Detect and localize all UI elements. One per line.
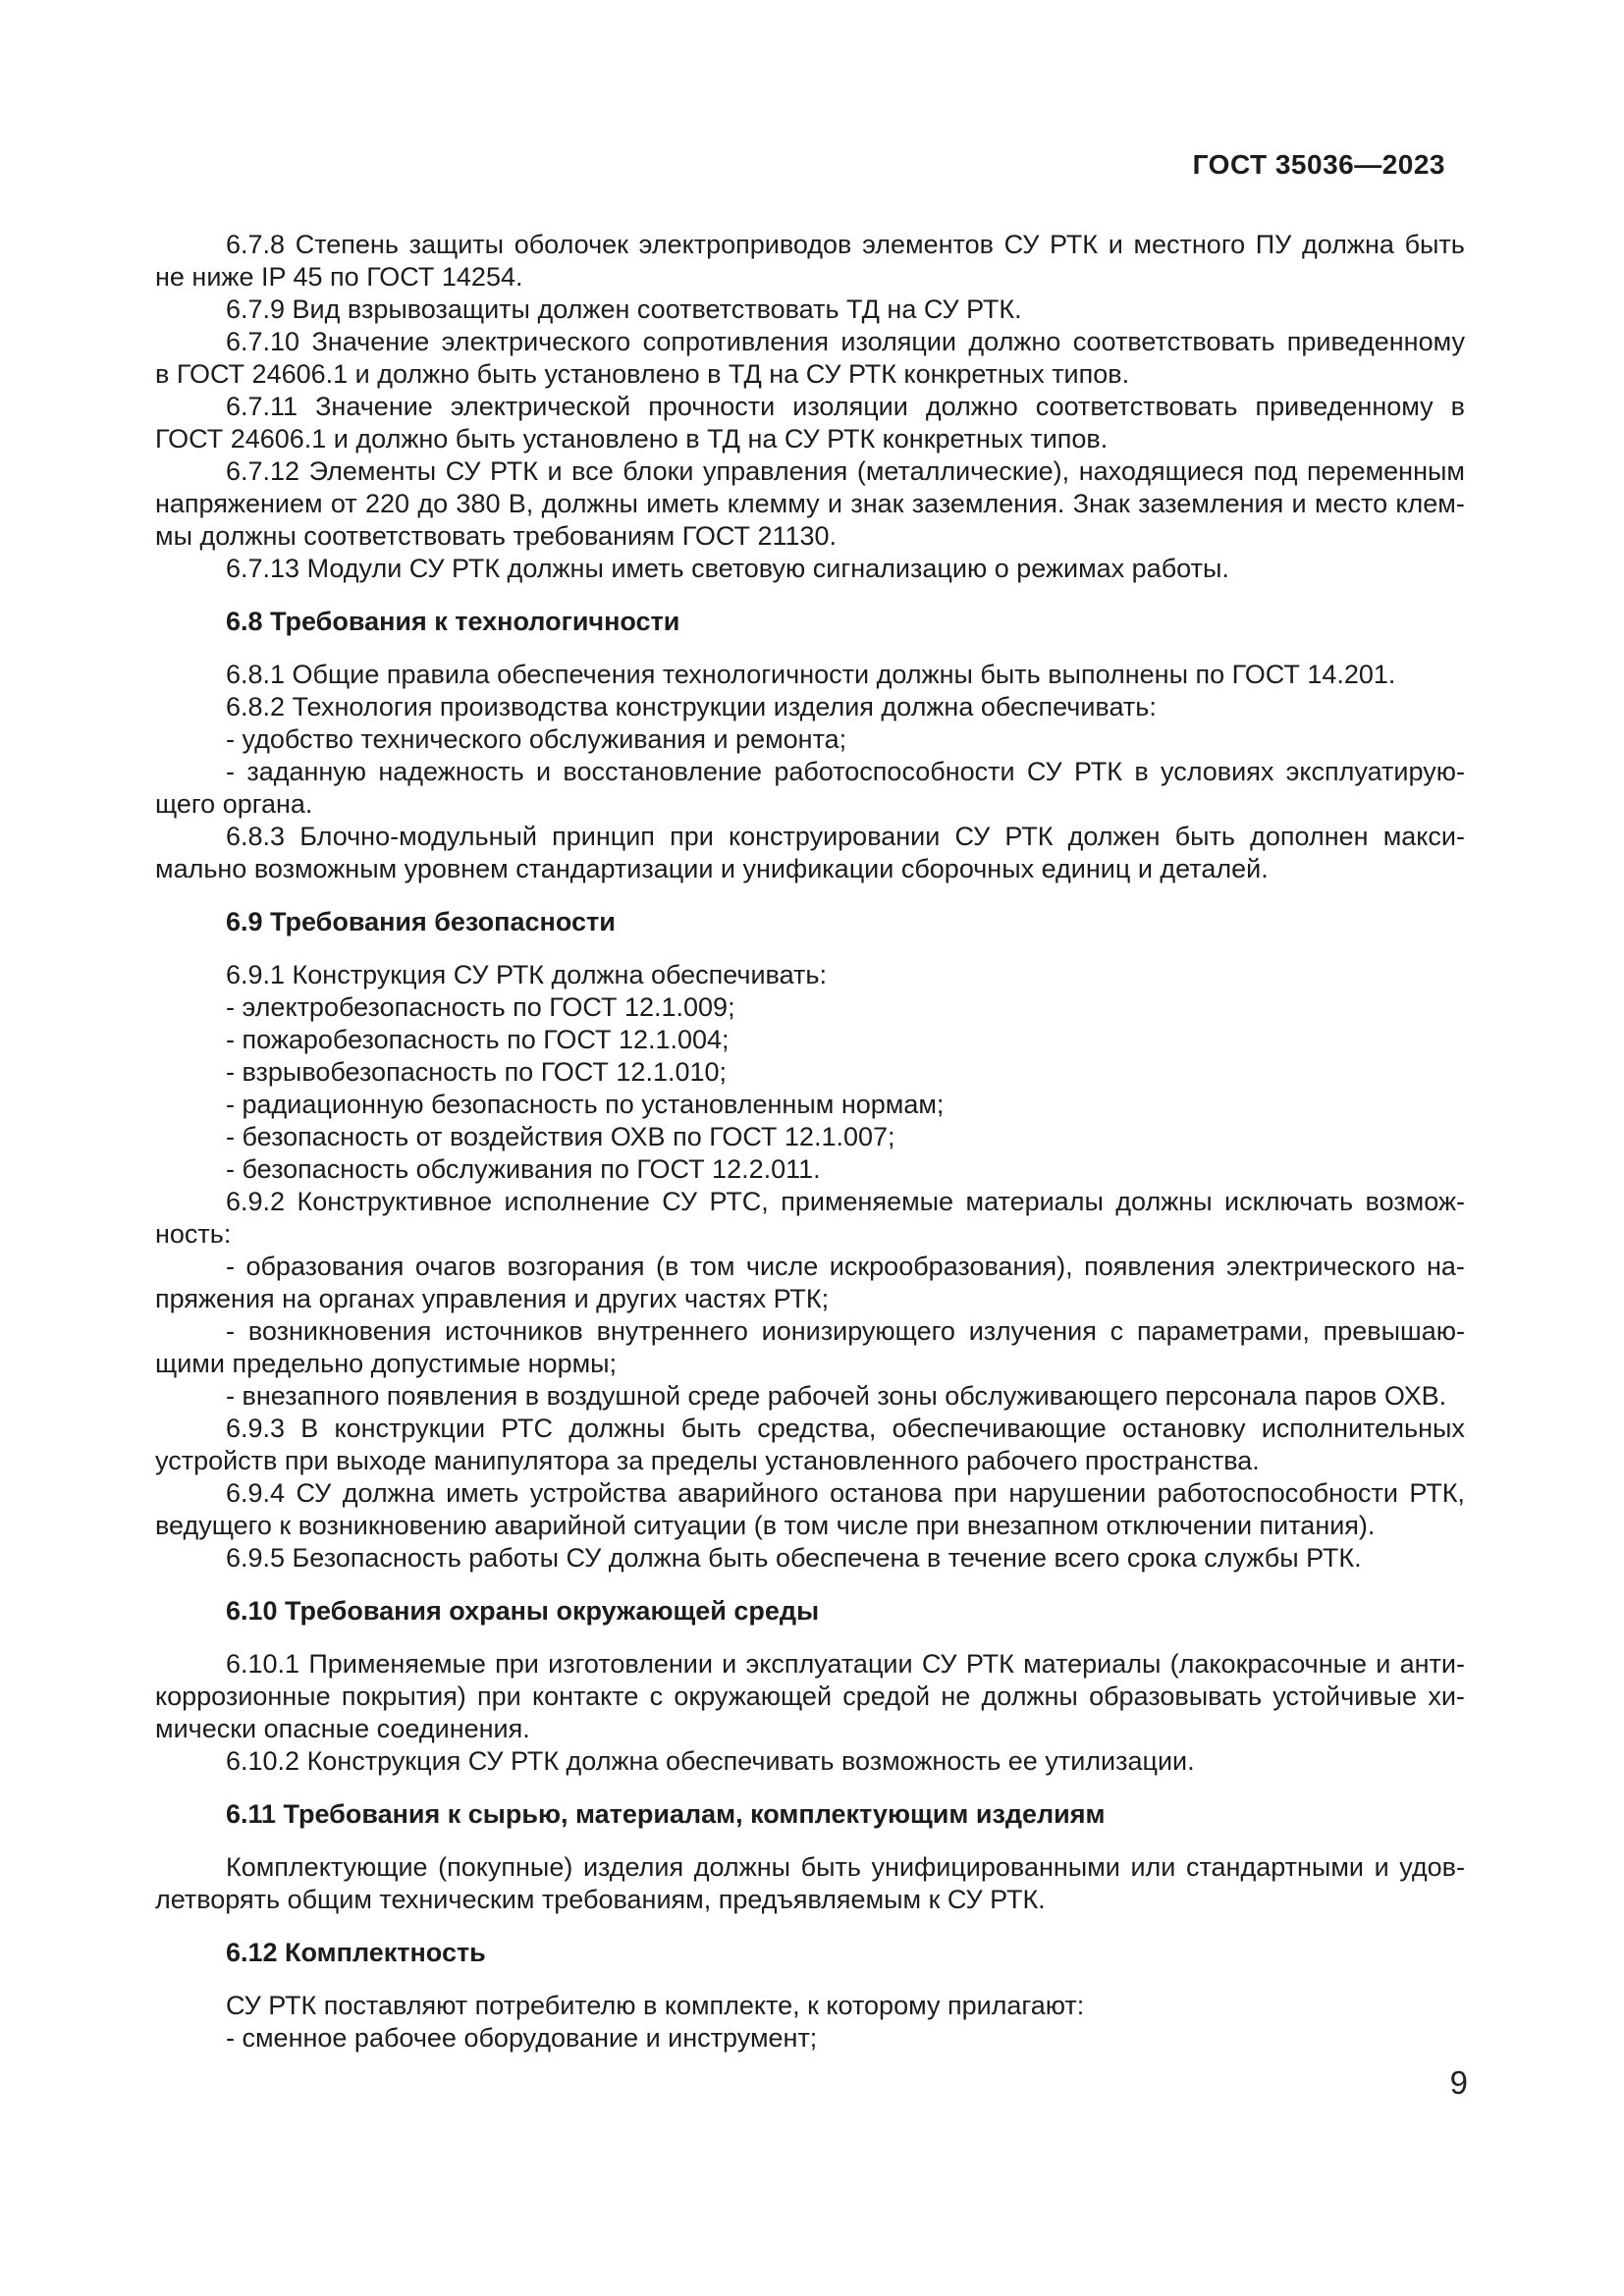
- paragraph: [155, 1745, 1465, 1778]
- paragraph: [155, 294, 1465, 326]
- text-line: - удобство технического обслуживания и ремонта;: [226, 724, 847, 754]
- paragraph: [155, 723, 1465, 756]
- text-line: коррозионные покрытия) при контакте с окружающей средой не должны образовывать устойчивые хи-: [155, 1682, 1465, 1711]
- paragraph: [155, 1413, 1465, 1477]
- text-line: - возникновения источников внутреннего ионизирующего излучения с параметрами, превышаю-: [226, 1316, 1465, 1346]
- paragraph: [155, 1477, 1465, 1542]
- paragraph: [155, 821, 1465, 885]
- text-line: - электробезопасность по ГОСТ 12.1.009;: [226, 992, 735, 1022]
- text-line: - сменное рабочее оборудование и инструмент;: [226, 2023, 818, 2053]
- text-line: 6.11 Требования к сырью, материалам, комплектующим изделиям: [226, 1799, 1106, 1829]
- paragraph: [155, 1648, 1465, 1745]
- text-line: 6.7.8 Степень защиты оболочек электроприводов элементов СУ РТК и местного ПУ должна быть: [226, 230, 1465, 259]
- paragraph: [155, 1089, 1465, 1121]
- text-line: 6.7.9 Вид взрывозащиты должен соответствовать ТД на СУ РТК.: [226, 294, 1022, 324]
- text-line: летворять общим техническим требованиям, предъявляемым к СУ РТК.: [155, 1885, 1046, 1914]
- text-line: мы должны соответствовать требованиям ГОСТ 21130.: [155, 521, 838, 551]
- text-line: напряжением от 220 до 380 В, должны иметь клемму и знак заземления. Знак заземления и место клем-: [155, 489, 1465, 518]
- text-line: 6.10.1 Применяемые при изготовлении и эксплуатации СУ РТК материалы (лакокрасочные и анти-: [226, 1649, 1465, 1679]
- text-line: 6.7.12 Элементы СУ РТК и все блоки управления (металлические), находящиеся под переменным: [226, 456, 1465, 486]
- section-heading: [155, 1937, 1465, 1969]
- text-line: 6.9 Требования безопасности: [226, 907, 616, 936]
- paragraph: [155, 1186, 1465, 1251]
- text-line: 6.10 Требования охраны окружающей среды: [226, 1596, 820, 1626]
- text-line: - пожаробезопасность по ГОСТ 12.1.004;: [226, 1025, 730, 1054]
- paragraph: [155, 1851, 1465, 1916]
- text-line: 6.7.11 Значение электрической прочности изоляции должно соответствовать приведенному в: [226, 392, 1465, 421]
- document-content: [155, 229, 1465, 2055]
- text-line: 6.7.13 Модули СУ РТК должны иметь световую сигнализацию о режимах работы.: [226, 554, 1229, 583]
- paragraph: [155, 455, 1465, 553]
- text-line: 6.10.2 Конструкция СУ РТК должна обеспечивать возможность ее утилизации.: [226, 1746, 1195, 1776]
- paragraph: [155, 1315, 1465, 1380]
- paragraph: [155, 553, 1465, 585]
- paragraph: [155, 691, 1465, 723]
- section-heading: [155, 606, 1465, 638]
- paragraph: [155, 1990, 1465, 2022]
- text-line: - заданную надежность и восстановление работоспособности СУ РТК в условиях эксплуатирую-: [226, 757, 1465, 786]
- text-line: ГОСТ 24606.1 и должно быть установлено в ТД на СУ РТК конкретных типов.: [155, 424, 1109, 454]
- paragraph: [155, 659, 1465, 691]
- paragraph: [155, 959, 1465, 991]
- paragraph: [155, 1153, 1465, 1186]
- paragraph: [155, 326, 1465, 391]
- text-line: 6.9.2 Конструктивное исполнение СУ РТС, применяемые материалы должны исключать возмож-: [226, 1187, 1465, 1216]
- section-heading: [155, 1798, 1465, 1831]
- text-line: Комплектующие (покупные) изделия должны быть унифицированными или стандартными и удов-: [226, 1852, 1465, 1882]
- standard-number-header: ГОСТ 35036—2023: [1192, 149, 1445, 180]
- paragraph: [155, 1056, 1465, 1089]
- text-line: 6.7.10 Значение электрического сопротивления изоляции должно соответствовать приведенному: [226, 327, 1465, 356]
- text-line: 6.8 Требования к технологичности: [226, 607, 680, 636]
- text-line: мически опасные соединения.: [155, 1714, 530, 1743]
- text-line: щими предельно допустимые нормы;: [155, 1349, 618, 1378]
- text-line: - безопасность от воздействия ОХВ по ГОСТ 12.1.007;: [226, 1122, 895, 1151]
- paragraph: [155, 1380, 1465, 1413]
- text-line: - внезапного появления в воздушной среде рабочей зоны обслуживающего персонала паров ОХВ.: [226, 1381, 1447, 1411]
- paragraph: [155, 1251, 1465, 1315]
- text-line: не ниже IP 45 по ГОСТ 14254.: [155, 262, 523, 292]
- paragraph: [155, 1542, 1465, 1575]
- paragraph: [155, 1024, 1465, 1056]
- text-line: 6.9.1 Конструкция СУ РТК должна обеспечивать:: [226, 960, 827, 989]
- text-line: устройств при выходе манипулятора за пределы установленного рабочего пространства.: [155, 1446, 1260, 1475]
- text-line: - радиационную безопасность по установленным нормам;: [226, 1090, 945, 1119]
- text-line: 6.8.3 Блочно-модульный принцип при конструировании СУ РТК должен быть дополнен макси-: [226, 822, 1465, 851]
- paragraph: [155, 229, 1465, 294]
- text-line: ведущего к возникновению аварийной ситуации (в том числе при внезапном отключении питания).: [155, 1511, 1376, 1540]
- text-line: СУ РТК поставляют потребителю в комплекте, к которому прилагают:: [226, 1991, 1085, 2020]
- text-line: 6.8.1 Общие правила обеспечения технологичности должны быть выполнены по ГОСТ 14.201.: [226, 660, 1396, 689]
- paragraph: [155, 1121, 1465, 1153]
- text-line: 6.9.4 СУ должна иметь устройства аварийного останова при нарушении работоспособности РТК,: [226, 1478, 1465, 1508]
- text-line: в ГОСТ 24606.1 и должно быть установлено в ТД на СУ РТК конкретных типов.: [155, 359, 1130, 389]
- paragraph: [155, 991, 1465, 1024]
- text-line: мально возможным уровнем стандартизации и унификации сборочных единиц и деталей.: [155, 854, 1269, 883]
- paragraph: [155, 391, 1465, 455]
- page-number: 9: [1449, 2064, 1468, 2101]
- section-heading: [155, 1595, 1465, 1628]
- text-line: щего органа.: [155, 789, 313, 819]
- text-line: ность:: [155, 1219, 232, 1249]
- paragraph: [155, 2022, 1465, 2055]
- text-line: пряжения на органах управления и других частях РТК;: [155, 1284, 830, 1313]
- text-line: 6.8.2 Технология производства конструкции изделия должна обеспечивать:: [226, 692, 1157, 721]
- text-line: - безопасность обслуживания по ГОСТ 12.2.011.: [226, 1154, 821, 1184]
- text-line: 6.9.3 В конструкции РТС должны быть средства, обеспечивающие остановку исполнительных: [226, 1414, 1465, 1443]
- text-line: - образования очагов возгорания (в том числе искрообразования), появления электрического на-: [226, 1252, 1465, 1281]
- paragraph: [155, 756, 1465, 821]
- text-line: - взрывобезопасность по ГОСТ 12.1.010;: [226, 1057, 728, 1087]
- text-line: 6.12 Комплектность: [226, 1938, 486, 1967]
- text-line: 6.9.5 Безопасность работы СУ должна быть обеспечена в течение всего срока службы РТК.: [226, 1543, 1362, 1573]
- section-heading: [155, 906, 1465, 938]
